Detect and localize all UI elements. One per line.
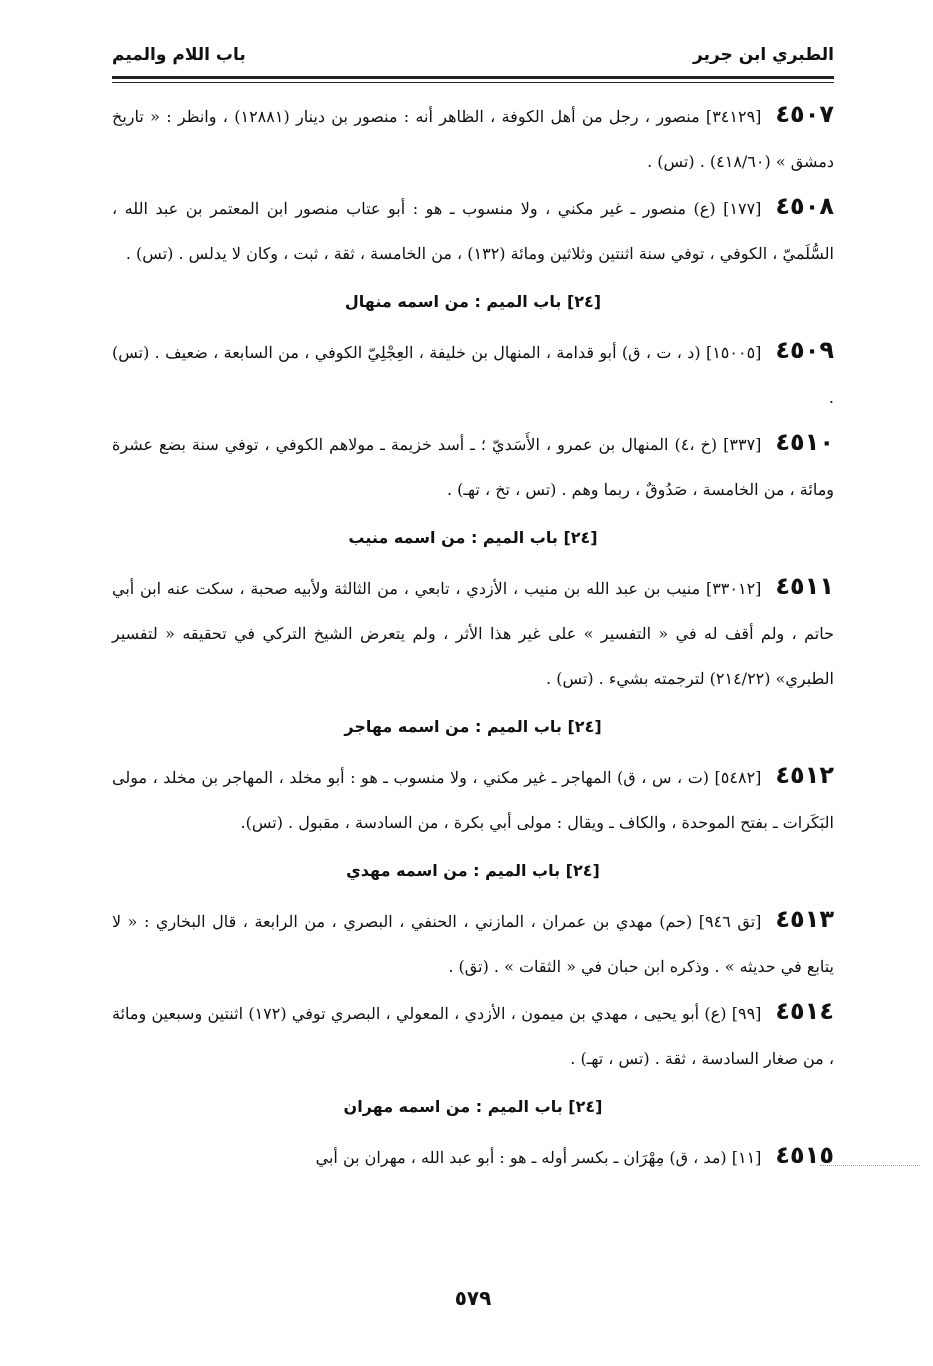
section-heading: [٢٤] باب الميم : من اسمه مهاجر (344, 717, 602, 736)
entry-text: [٣٣٠١٢] منيب بن عبد الله بن منيب ، الأزدي ، تابعي ، من الثالثة ولأبيه صحبة ، سكت عنه ابن أبي حاتم ، ولم أقف له في « التفسير » على غير هذا الأثر ، ولم يتعرض الشيخ التركي في تحقيقه « لتفسير الطبري» (٢١٤/٢٢) لترجمته بشيء . (تس) . (112, 579, 834, 688)
entry (112, 92, 834, 184)
entry-number: ٤٥٠٧ (775, 100, 834, 128)
entry (112, 328, 834, 420)
entry (112, 1133, 834, 1180)
header-rule-thick (112, 76, 834, 79)
entry-number: ٤٥١٠ (775, 428, 834, 456)
entry (112, 897, 834, 989)
entry-text: [تق ٩٤٦] (حم) مهدي بن عمران ، المازني ، الحنفي ، البصري ، من الرابعة ، قال البخاري : « لا يتابع في حديثه » . وذكره ابن حبان في « الثقات » . (تق) . (112, 912, 834, 976)
entry (112, 989, 834, 1081)
header-left-title: باب اللام والميم (112, 45, 246, 65)
entry (112, 753, 834, 845)
page-body (112, 92, 834, 1180)
section-heading: [٢٤] باب الميم : من اسمه مهران (343, 1097, 603, 1116)
entry-text: [٣٤١٢٩] منصور ، رجل من أهل الكوفة ، الظاهر أنه : منصور بن دينار (١٢٨٨١) ، وانظر : « تاريخ دمشق » (٤١٨/٦٠) . (تس) . (112, 107, 834, 171)
section-heading: [٢٤] باب الميم : من اسمه منهال (344, 292, 602, 311)
book-page (112, 0, 834, 1366)
header-rule-thin (112, 82, 834, 83)
margin-mark (820, 1165, 920, 1166)
running-header (112, 38, 834, 72)
entry-number: ٤٥١٣ (775, 905, 834, 933)
header-right-title: الطبري ابن جرير (693, 45, 834, 65)
entry-text: [١٧٧] (ع) منصور ـ غير مكني ، ولا منسوب ـ هو : أبو عتاب منصور ابن المعتمر بن عبد الله ، السُّلَميّ ، الكوفي ، توفي سنة اثنتين وثلاثين ومائة (١٣٢) ، من الخامسة ، ثقة ، ثبت ، وكان لا يدلس . (تس) . (112, 199, 834, 263)
page-number: ٥٧٩ (454, 1286, 492, 1310)
entry-number: ٤٥٠٨ (775, 192, 834, 220)
section-heading: [٢٤] باب الميم : من اسمه منيب (348, 528, 598, 547)
entry-text: [٩٩] (ع) أبو يحيى ، مهدي بن ميمون ، الأزدي ، المعولي ، البصري توفي (١٧٢) اثنتين وسبعين ومائة ، من صغار السادسة ، ثقة . (تس ، تهـ) . (112, 1004, 834, 1068)
entry-number: ٤٥١١ (775, 572, 834, 600)
entry-text: [٥٤٨٢] (ت ، س ، ق) المهاجر ـ غير مكني ، ولا منسوب ـ هو : أبو مخلد ، المهاجر بن مخلد ، مولى البَكَرات ـ بفتح الموحدة ، والكاف ـ ويقال : مولى أبي بكرة ، من السادسة ، مقبول . (تس). (112, 768, 834, 832)
entry-number: ٤٥٠٩ (775, 336, 834, 364)
entry-number: ٤٥١٤ (775, 997, 834, 1025)
entry-text: [١١] (مد ، ق) مِهْرَان ـ بكسر أوله ـ هو : أبو عبد الله ، مهران بن أبي (315, 1148, 762, 1167)
entry-text: [١٥٠٠٥] (د ، ت ، ق) أبو قدامة ، المنهال بن خليفة ، العِجْلِيّ الكوفي ، من السابعة ، ضعيف . (تس) . (112, 343, 834, 407)
entry (112, 564, 834, 701)
entry (112, 184, 834, 276)
entry-text: [٣٣٧] (خ ،٤) المنهال بن عمرو ، الأَسَديّ ؛ ـ أسد خزيمة ـ مولاهم الكوفي ، توفي سنة بضع عشرة ومائة ، من الخامسة ، صَدُوقٌ ، ربما وهم . (تس ، تخ ، تهـ) . (112, 435, 834, 499)
entry-number: ٤٥١٥ (775, 1141, 834, 1169)
section-heading: [٢٤] باب الميم : من اسمه مهدي (346, 861, 600, 880)
entry-number: ٤٥١٢ (775, 761, 834, 789)
entry (112, 420, 834, 512)
